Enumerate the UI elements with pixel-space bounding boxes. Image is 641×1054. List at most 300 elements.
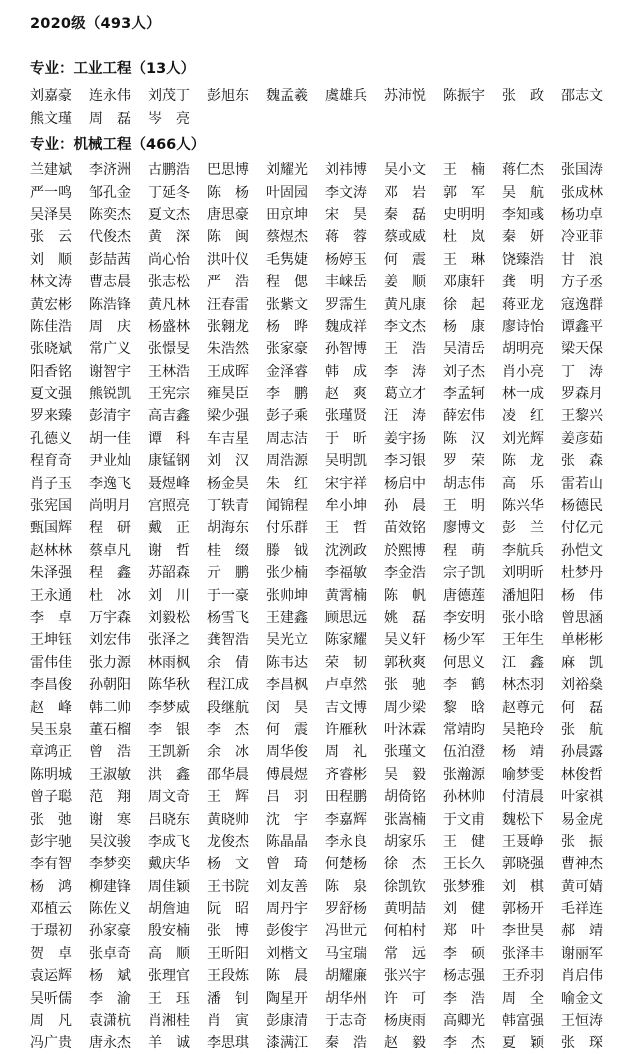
student-name: 邓植云 [30, 901, 72, 918]
student-name: 刘 棋 [502, 878, 544, 895]
student-name: 黄明喆 [384, 901, 426, 918]
student-name: 傅晨煜 [266, 766, 308, 783]
student-name: 杨婷玉 [325, 251, 367, 268]
student-name: 张瑾贤 [325, 408, 367, 425]
student-name: 杨 文 [207, 856, 249, 873]
student-name: 朱浩然 [207, 341, 249, 358]
student-name: 丁轶青 [207, 498, 249, 515]
name-row [30, 785, 620, 807]
student-name: 吴泽昊 [30, 206, 72, 223]
student-name: 姜彦茹 [561, 430, 603, 447]
student-name: 杨盛林 [148, 318, 190, 335]
student-name: 张 博 [207, 923, 249, 940]
student-name: 许 可 [384, 990, 426, 1007]
student-name: 贺 卓 [30, 945, 72, 962]
student-name: 张翱龙 [207, 318, 249, 335]
student-name: 魏成祥 [325, 318, 367, 335]
student-name: 高 顺 [148, 945, 190, 962]
student-name: 唐永杰 [89, 1035, 131, 1052]
student-name: 李 卓 [30, 610, 72, 626]
student-name: 刘裕燊 [561, 677, 603, 694]
student-name: 罗 荣 [443, 453, 485, 470]
student-name: 谢丽军 [561, 945, 603, 962]
student-name: 龙俊杰 [207, 833, 249, 850]
student-name: 李梦威 [148, 699, 190, 716]
student-name: 寇逸群 [561, 296, 603, 313]
student-name: 郭晓强 [502, 856, 544, 873]
student-name: 万宇森 [89, 610, 131, 626]
student-name: 史明明 [443, 206, 485, 223]
student-name: 林雨枫 [148, 654, 190, 671]
student-name: 夏文杰 [148, 206, 190, 223]
name-row [30, 516, 620, 538]
student-name: 刘祎博 [325, 162, 367, 179]
student-name: 赵尊元 [502, 699, 544, 716]
student-name: 刘毅松 [148, 610, 190, 626]
student-name: 于璟初 [30, 923, 72, 940]
student-name: 吴汶骏 [89, 833, 131, 850]
student-name: 毛隽婕 [266, 251, 308, 268]
student-name: 胡志伟 [443, 475, 485, 492]
student-name: 凌 红 [502, 408, 544, 425]
student-name: 罗舒杨 [325, 901, 367, 918]
student-name: 夏文强 [30, 386, 72, 403]
student-name: 孔德义 [30, 430, 72, 447]
student-name: 桂 缀 [207, 542, 249, 559]
student-name: 甄国辉 [30, 520, 72, 537]
student-name: 苏韶森 [148, 565, 190, 582]
student-name: 程 研 [89, 520, 131, 537]
student-name: 谭 科 [148, 430, 190, 447]
student-name: 汪 涛 [384, 408, 426, 425]
student-name: 蒋 蓉 [325, 229, 367, 246]
student-name: 沈洌政 [325, 542, 367, 559]
student-name: 何 震 [384, 251, 426, 268]
student-name: 高 乐 [502, 475, 544, 492]
student-name: 杜 岚 [443, 229, 485, 246]
student-name: 梁天保 [561, 341, 603, 358]
student-name: 唐思豪 [207, 206, 249, 223]
student-name: 李 渝 [89, 990, 131, 1007]
student-name: 杨少军 [443, 632, 485, 649]
student-name: 金泽睿 [266, 363, 308, 380]
student-name: 陈 晨 [266, 968, 308, 985]
student-name: 张力源 [89, 654, 131, 671]
student-name: 伍泊澄 [443, 744, 485, 761]
student-name: 范 翔 [89, 789, 131, 806]
name-row [30, 561, 620, 583]
student-name: 张 琛 [561, 1035, 603, 1052]
student-name: 何 震 [266, 721, 308, 738]
student-name: 胡海东 [207, 520, 249, 537]
name-row [30, 404, 620, 426]
student-name: 李 杰 [443, 1035, 485, 1052]
student-name: 于文甫 [443, 811, 485, 828]
student-name: 黎 晗 [443, 699, 485, 716]
student-name: 张紫文 [266, 296, 308, 313]
student-name: 于一豪 [207, 587, 249, 604]
name-row [30, 158, 620, 180]
student-name: 牟小坤 [325, 498, 367, 515]
student-name: 杨 靖 [502, 744, 544, 761]
name-row [30, 382, 620, 404]
student-name: 陈 龙 [502, 453, 544, 470]
student-name: 李安明 [443, 610, 485, 626]
name-row [30, 651, 620, 673]
student-name: 李世昊 [502, 923, 544, 940]
student-name: 戴 正 [148, 520, 190, 537]
name-row [30, 763, 620, 785]
student-name: 韩 成 [325, 363, 367, 380]
student-name: 李思琪 [207, 1035, 249, 1052]
name-row [30, 1031, 620, 1053]
student-name: 苗效铭 [384, 520, 426, 537]
student-name: 张泽之 [148, 632, 190, 649]
student-name: 吴玉泉 [30, 721, 72, 738]
student-name: 杨 斌 [89, 968, 131, 985]
student-name: 刘楷文 [266, 945, 308, 962]
student-name: 高吉鑫 [148, 408, 190, 425]
student-name: 林杰羽 [502, 677, 544, 694]
student-name: 吴听儒 [30, 990, 72, 1007]
student-name: 陈奕杰 [89, 206, 131, 223]
student-name: 张志松 [148, 274, 190, 291]
student-name: 王成晖 [207, 363, 249, 380]
student-name: 王淑敏 [89, 766, 131, 783]
student-name: 王 健 [443, 833, 485, 850]
name-row [30, 942, 620, 964]
student-name: 葛立才 [384, 386, 426, 403]
student-name: 韩富强 [502, 1013, 544, 1030]
name-row [30, 315, 620, 337]
student-name: 王林浩 [148, 363, 190, 380]
student-name: 杨 伟 [561, 587, 603, 604]
student-name: 林俊哲 [561, 766, 603, 783]
student-name: 聂煜峰 [148, 475, 190, 492]
student-name: 章鸿正 [30, 744, 72, 761]
name-row [30, 628, 620, 650]
name-row [30, 583, 620, 605]
student-name: 张 振 [561, 833, 603, 850]
student-name: 杨志强 [443, 968, 485, 985]
student-name: 付清晨 [502, 789, 544, 806]
student-name: 赵 峰 [30, 699, 72, 716]
student-name: 王年生 [502, 632, 544, 649]
student-name: 田程鹏 [325, 789, 367, 806]
name-row [30, 964, 620, 986]
student-name: 胡华州 [325, 990, 367, 1007]
student-name: 张 政 [502, 88, 544, 105]
student-name: 丁 涛 [561, 363, 603, 380]
student-name: 杨德民 [561, 498, 603, 515]
student-name: 王宪宗 [148, 386, 190, 403]
student-name: 李福敏 [325, 565, 367, 582]
student-name: 邓康轩 [443, 274, 485, 291]
student-name: 彭清宇 [89, 408, 131, 425]
name-row [30, 360, 620, 382]
student-name: 张帅坤 [266, 587, 308, 604]
student-name: 冯世元 [325, 923, 367, 940]
student-name: 雍昊臣 [207, 386, 249, 403]
student-name: 杜 冰 [89, 587, 131, 604]
student-name: 代俊杰 [89, 229, 131, 246]
student-name: 程 萌 [443, 542, 485, 559]
student-name: 何思义 [443, 654, 485, 671]
name-list-industrial [30, 84, 620, 129]
student-name: 唐德莲 [443, 587, 485, 604]
student-name: 胡家乐 [384, 833, 426, 850]
student-name: 雷若山 [561, 475, 603, 492]
student-name: 高卿光 [443, 1013, 485, 1030]
name-row [30, 337, 620, 359]
student-name: 李航兵 [502, 542, 544, 559]
student-name: 陈 汉 [443, 430, 485, 447]
name-row [30, 673, 620, 695]
student-name: 李 硕 [443, 945, 485, 962]
student-name: 王建鑫 [266, 610, 308, 626]
student-name: 朱泽强 [30, 565, 72, 582]
student-name: 周志洁 [266, 430, 308, 447]
major-heading-industrial: 专业：工业工程（13人） [30, 61, 196, 77]
student-name: 何 磊 [561, 699, 603, 716]
student-name: 常 远 [384, 945, 426, 962]
student-name: 巴思博 [207, 162, 249, 179]
student-name: 谢 哲 [148, 542, 190, 559]
student-name: 程 偲 [266, 274, 308, 291]
student-name: 齐睿彬 [325, 766, 367, 783]
student-name: 周浩源 [266, 453, 308, 470]
student-name: 洪 鑫 [148, 766, 190, 783]
student-name: 潘旭阳 [502, 587, 544, 604]
student-name: 王凯新 [148, 744, 190, 761]
student-name: 姜宇扬 [384, 430, 426, 447]
student-name: 甘 浪 [561, 251, 603, 268]
name-row [30, 718, 620, 740]
student-name: 李昌枫 [266, 677, 308, 694]
student-name: 黄凡林 [148, 296, 190, 313]
student-name: 虞雄兵 [325, 88, 367, 105]
student-name: 荣 韧 [325, 654, 367, 671]
student-name: 刘耀光 [266, 162, 308, 179]
student-name: 冯广贵 [30, 1035, 72, 1052]
student-name: 喻梦雯 [502, 766, 544, 783]
student-name: 黄凡康 [384, 296, 426, 313]
student-name: 王乔羽 [502, 968, 544, 985]
student-name: 李文涛 [325, 184, 367, 201]
student-name: 程 鑫 [89, 565, 131, 582]
student-name: 方子丞 [561, 274, 603, 291]
student-name: 吴艳玲 [502, 721, 544, 738]
student-name: 董石榴 [89, 721, 131, 738]
student-name: 李成飞 [148, 833, 190, 850]
student-name: 李习银 [384, 453, 426, 470]
student-name: 陈振宇 [443, 88, 485, 105]
student-name: 何楚杨 [325, 856, 367, 873]
student-name: 段继航 [207, 699, 249, 716]
student-name: 亓 鹏 [207, 565, 249, 582]
student-name: 洪叶仪 [207, 251, 249, 268]
student-name: 曹志晨 [89, 274, 131, 291]
student-name: 熊文瑾 [30, 110, 72, 127]
student-name: 吴清岳 [443, 341, 485, 358]
student-name: 雷伟佳 [30, 654, 72, 671]
name-row [30, 875, 620, 897]
name-row [30, 986, 620, 1008]
student-name: 秦 妍 [502, 229, 544, 246]
student-name: 尹业灿 [89, 453, 131, 470]
student-name: 周丹宇 [266, 901, 308, 918]
student-name: 何柏村 [384, 923, 426, 940]
student-name: 廖诗怡 [502, 318, 544, 335]
major-heading-mechanical: 专业：机械工程（466人） [30, 137, 206, 153]
student-name: 夏 颖 [502, 1035, 544, 1052]
student-name: 张少楠 [266, 565, 308, 582]
student-name: 刘 顺 [30, 251, 72, 268]
student-name: 麻 凯 [561, 654, 603, 671]
student-name: 张 驰 [384, 677, 426, 694]
student-name: 罗来臻 [30, 408, 72, 425]
name-row [30, 494, 620, 516]
student-name: 滕 钺 [266, 542, 308, 559]
student-name: 杨启中 [384, 475, 426, 492]
student-name: 闵 昊 [266, 699, 308, 716]
student-name: 彭喆茜 [89, 251, 131, 268]
student-name: 阳香铭 [30, 363, 72, 380]
student-name: 戴庆华 [148, 856, 190, 873]
student-name: 冷亚菲 [561, 229, 603, 246]
name-row [30, 471, 620, 493]
student-name: 王 辉 [207, 789, 249, 806]
student-name: 彭子乘 [266, 408, 308, 425]
student-name: 张嵩楠 [384, 811, 426, 828]
student-name: 尚明月 [89, 498, 131, 515]
student-name: 黄可婧 [561, 878, 603, 895]
student-name: 王黎兴 [561, 408, 603, 425]
student-name: 谭鑫平 [561, 318, 603, 335]
student-name: 蒋亚龙 [502, 296, 544, 313]
student-name: 尚心怡 [148, 251, 190, 268]
student-name: 卢卓然 [325, 677, 367, 694]
student-name: 陈明城 [30, 766, 72, 783]
student-name: 刘嘉豪 [30, 88, 72, 105]
student-name: 胡詹迪 [148, 901, 190, 918]
student-name: 李孟轲 [443, 386, 485, 403]
student-name: 陈佳浩 [30, 318, 72, 335]
student-name: 羊 诚 [148, 1035, 190, 1052]
student-name: 徐凯钦 [384, 878, 426, 895]
student-name: 柳建锋 [89, 878, 131, 895]
student-name: 肖 寅 [207, 1013, 249, 1030]
student-name: 许雁秋 [325, 721, 367, 738]
student-name: 邹孔金 [89, 184, 131, 201]
name-list-mechanical [30, 158, 620, 1054]
student-name: 彭俊宇 [266, 923, 308, 940]
student-name: 赵 毅 [384, 1035, 426, 1052]
student-name: 蒋仁杰 [502, 162, 544, 179]
student-name: 张梦雅 [443, 878, 485, 895]
student-name: 张 弛 [30, 811, 72, 828]
student-name: 陈家耀 [325, 632, 367, 649]
student-name: 叶沐霖 [384, 721, 426, 738]
student-name: 郑 叶 [443, 923, 485, 940]
student-name: 龚 明 [502, 274, 544, 291]
student-name: 张卓奇 [89, 945, 131, 962]
student-name: 刘茂丁 [148, 88, 190, 105]
student-name: 谢智宇 [89, 363, 131, 380]
student-name: 古鹏浩 [148, 162, 190, 179]
student-name: 李 银 [148, 721, 190, 738]
student-name: 龚智浩 [207, 632, 249, 649]
student-name: 蔡或威 [384, 229, 426, 246]
name-row [30, 539, 620, 561]
student-name: 胡耀廉 [325, 968, 367, 985]
name-row [30, 1009, 620, 1031]
student-name: 严 浩 [207, 274, 249, 291]
student-name: 蔡卓凡 [89, 542, 131, 559]
student-name: 吉文博 [325, 699, 367, 716]
student-name: 李 鹤 [443, 677, 485, 694]
student-name: 姚 磊 [384, 610, 426, 626]
student-name: 曹神杰 [561, 856, 603, 873]
student-name: 陈华秋 [148, 677, 190, 694]
name-row [30, 830, 620, 852]
name-row [30, 248, 620, 270]
student-name: 王 楠 [443, 162, 485, 179]
student-name: 韩二帅 [89, 699, 131, 716]
student-name: 连永伟 [89, 88, 131, 105]
student-name: 蔡煜杰 [266, 229, 308, 246]
student-name: 张家豪 [266, 341, 308, 358]
student-name: 江 鑫 [502, 654, 544, 671]
name-row [30, 919, 620, 941]
student-name: 张宪国 [30, 498, 72, 515]
student-name: 曾 琦 [266, 856, 308, 873]
student-name: 王坤钰 [30, 632, 72, 649]
student-name: 杨 康 [443, 318, 485, 335]
student-name: 刘友善 [266, 878, 308, 895]
student-name: 张晓斌 [30, 341, 72, 358]
student-name: 孙家豪 [89, 923, 131, 940]
student-name: 孙恺文 [561, 542, 603, 559]
student-name: 刘 汉 [207, 453, 249, 470]
student-name: 秦 磊 [384, 206, 426, 223]
student-name: 李 涛 [384, 363, 426, 380]
student-name: 袁潇杭 [89, 1013, 131, 1030]
student-name: 郭 军 [443, 184, 485, 201]
student-name: 熊锐凯 [89, 386, 131, 403]
student-name: 於熙博 [384, 542, 426, 559]
name-row [30, 180, 620, 202]
student-name: 沈 宇 [266, 811, 308, 828]
student-name: 闻锦程 [266, 498, 308, 515]
student-name: 罗森月 [561, 386, 603, 403]
student-name: 肖小亮 [502, 363, 544, 380]
student-name: 郭杨开 [502, 901, 544, 918]
student-name: 曾子聪 [30, 789, 72, 806]
student-name: 李永良 [325, 833, 367, 850]
student-name: 潘 钊 [207, 990, 249, 1007]
student-name: 程江成 [207, 677, 249, 694]
student-name: 张兴宇 [384, 968, 426, 985]
student-name: 宋 昊 [325, 206, 367, 223]
student-name: 邵华晨 [207, 766, 249, 783]
student-name: 顾思远 [325, 610, 367, 626]
student-name: 余 冰 [207, 744, 249, 761]
student-name: 杨功卓 [561, 206, 603, 223]
student-name: 徐 起 [443, 296, 485, 313]
name-row [30, 852, 620, 874]
student-name: 谢 寒 [89, 811, 131, 828]
